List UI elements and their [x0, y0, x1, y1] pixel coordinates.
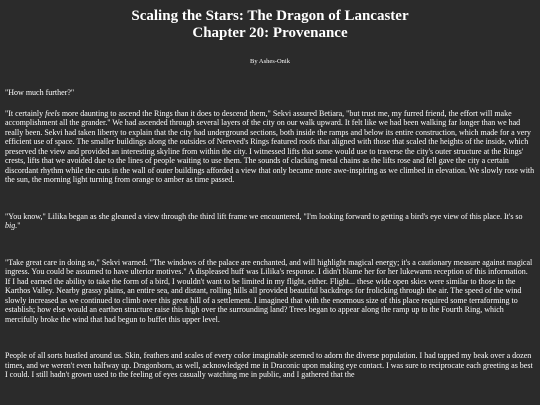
paragraph-text: more daunting to ascend the Rings than it does to descend them," Sekvi assured Betiara, "but trust me, my furred friend, the effort will make accomplishment all the grander." We had ascended through several layers of the city on our walk upward. It felt like we had been walking far longer than we had really been. Sekvi had taken liberty to explain that the city had underground sections, both inside the ramps and below its entire construction, which made for a very efficient use of space. The smaller buildings along the outsides of Nereved's Rings featured roofs that aligned with those that scaled the heights of the inside, which preserved the view and provided an interesting skyline from within the city. I witnessed lifts that some would use to traverse the city's outer structure at the Rings' crests, lifts that we avoided due to the lines of people waiting to use them. The sounds of clacking metal chains as the lifts rose and fell gave the city a certain discordant rhythm while the cuts in the wall of outer buildings afforded a view that only became more awe-inspiring as we climbed in elevation. We slowly rose with the sun, the morning light turning from orange to amber as time passed.	[5, 108, 535, 184]
chapter-title-line: Chapter 20: Provenance	[192, 25, 348, 41]
paragraph	[5, 258, 535, 325]
paragraph	[5, 109, 535, 185]
emphasis-text: feels	[45, 108, 60, 118]
paragraph-text: "It certainly	[5, 108, 46, 118]
paragraph	[5, 212, 535, 231]
author-byline: By Ashes-Onik	[250, 58, 290, 65]
story-title-line: Scaling the Stars: The Dragon of Lancaster	[131, 8, 409, 24]
paragraph	[5, 351, 535, 380]
paragraph-text: "	[17, 221, 21, 230]
paragraph-text: "How much further?"	[5, 88, 75, 97]
paragraph	[5, 88, 535, 98]
paragraph-text: "You know," Lilika began as she gleaned a view through the third lift frame we encountered, "I'm looking forward to getting a bird's eye view of this place. It's so	[5, 211, 523, 221]
story-title	[5, 8, 535, 42]
story-body	[5, 88, 535, 380]
emphasis-text: big.	[5, 221, 18, 230]
paragraph-text: People of all sorts bustled around us. Skin, feathers and scales of every color imaginable seemed to adorn the diverse population. I had tapped my beak over a dozen times, and we weren't even halfway up. Dragonborn, as well, acknowledged me in Draconic upon making eye contact. I was sure to reciprocate each greeting as best I could. I still hadn't grown used to the feeling of eyes casually watching me in public, and I gathered that the	[5, 351, 533, 379]
paragraph-text: "Take great care in doing so," Sekvi warned. "The windows of the palace are enchanted, and will highlight magical energy; it's a cautionary measure against magical ingress. You could be assumed to have ulterior motives." A displeased huff was Lilika's response. I didn't blame her for her lukewarm reception of this information. If I had earned the ability to take the form of a bird, I wouldn't want to be limited in my flight, either. Flight... these wide open skies were similar to those in the Karthos Valley. Nearby grassy plains, an entire sea, and distant, rolling hills all provided beautiful backdrops for frolicking through the air. The speed of the wind slowly increased as we continued to climb over this great hill of a settlement. I imagined that with the enormous size of this place required some terraforming to establish; how else would an earthen structure raise this high over the surrounding land? Trees began to appear along the ramp up to the Fourth Ring, which mercifully broke the wind that had begun to buffet this upper level.	[5, 257, 533, 324]
